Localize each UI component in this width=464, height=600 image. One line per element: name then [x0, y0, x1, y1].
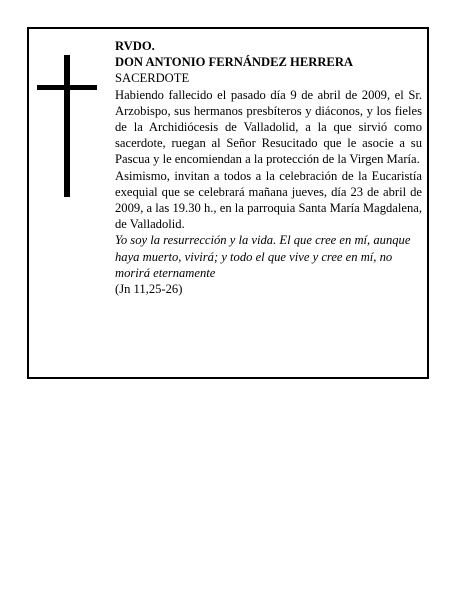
- scripture-citation: (Jn 11,25-26): [115, 282, 183, 297]
- announcement-paragraph: Habiendo fallecido el pasado día 9 de abril de 2009, el Sr. Arzobispo, sus hermanos presbíteros y diáconos, y los fieles de la Archidiócesis de Valladolid, a la que sirvió como sacerdote, ruegan al Señor Resucitado que le asocie a su Pascua y le encomiendan a la protección de la Virgen María.: [115, 87, 422, 167]
- notice-title: RVDO.: [115, 39, 155, 53]
- cross-icon-crossbar: [37, 85, 97, 90]
- funeral-invitation-paragraph: Asimismo, invitan a todos a la celebración de la Eucaristía exequial que se celebrará mañana jueves, día 23 de abril de 2009, a las 19.30 h., en la parroquia Santa María Magdalena, de Valladolid.: [115, 168, 422, 232]
- obituary-text: [115, 38, 422, 297]
- deceased-name: DON ANTONIO FERNÁNDEZ HERRERA: [115, 55, 354, 70]
- cross-icon: [64, 55, 70, 197]
- deceased-role: SACERDOTE: [115, 71, 190, 86]
- scripture-quote: Yo soy la resurrección y la vida. El que cree en mí, aunque haya muerto, vivirá; y todo el que vive y cree en mí, no morirá eternamente: [115, 233, 411, 280]
